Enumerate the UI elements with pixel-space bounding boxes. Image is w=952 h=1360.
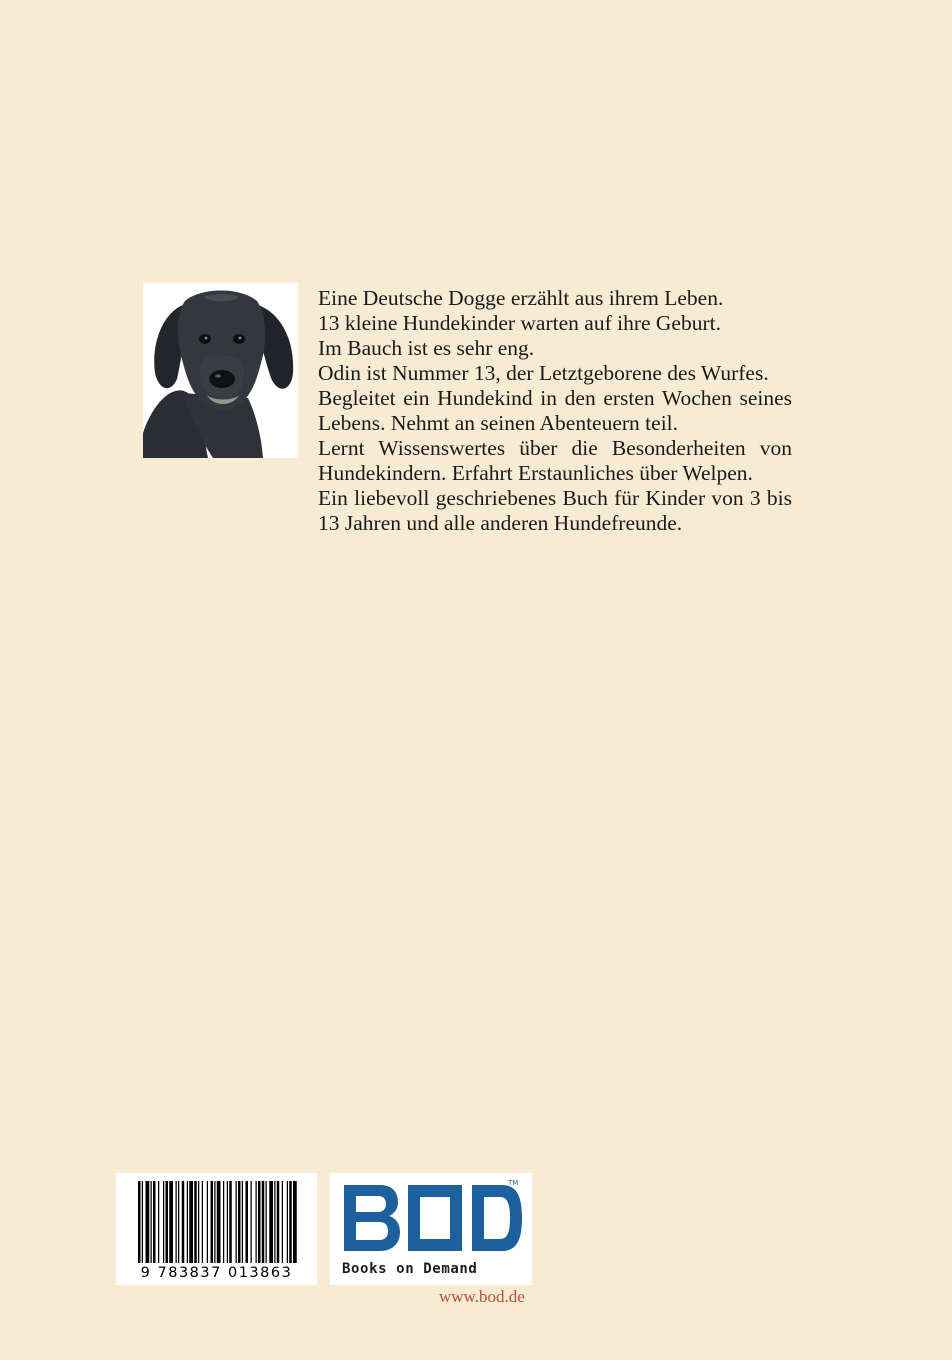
isbn-number: 9 783837 013863 [140,1265,293,1281]
barcode-bar [153,1181,156,1263]
barcode-bar [223,1181,224,1263]
barcode-bar [258,1181,261,1263]
barcode-bar [178,1181,179,1263]
barcode-bar [158,1181,159,1263]
barcode-bar [138,1181,141,1263]
barcode-bar [146,1181,150,1263]
barcode-bar [194,1181,197,1263]
publisher-logo [330,1173,532,1285]
barcode-bar [269,1181,273,1263]
barcode-bar [169,1181,173,1263]
barcode-bar [274,1181,275,1263]
barcode-bar [246,1181,249,1263]
barcode-bar [176,1181,177,1263]
barcode-bar [189,1181,193,1263]
barcode-bar [202,1181,203,1263]
barcode-bar [151,1181,152,1263]
barcode-bar [182,1181,185,1263]
barcode-bar [251,1181,252,1263]
isbn-barcode [116,1173,317,1285]
barcode-bar [187,1181,188,1263]
barcode-bar [289,1181,292,1263]
barcode-bar [282,1181,283,1263]
barcode-bar [293,1181,297,1263]
barcode-bar [211,1181,214,1263]
blurb-paragraph: 13 kleine Hundekinder warten auf ihre Geburt. [318,311,721,335]
barcode-bar [277,1181,280,1263]
barcode-bar [266,1181,267,1263]
blurb-paragraph: Lernt Wissenswertes über die Besonderheiten von Hundekindern. Erfahrt Erstaunliches über Welpen. [318,436,792,485]
barcode-bar [207,1181,208,1263]
trademark-mark: TM [508,1179,519,1187]
blurb-paragraph: Eine Deutsche Dogge erzählt aus ihrem Leben. [318,286,724,310]
barcode-bar [236,1181,237,1263]
barcode-bar [142,1181,143,1263]
barcode-bar [238,1181,241,1263]
barcode-bar [242,1181,243,1263]
barcode-bar [217,1181,221,1263]
barcode-bar [198,1181,199,1263]
barcode-bar [287,1181,288,1263]
blurb-paragraph: Begleitet ein Hundekind in den ersten Wochen seines Lebens. Nehmt an seinen Abenteuern teil. [318,386,792,435]
puppy-photo [143,283,298,458]
blurb-paragraph: Odin ist Nummer 13, der Letztgeborene des Wurfes. [318,361,769,385]
barcode-bar [227,1181,228,1263]
barcode-bar [166,1181,169,1263]
barcode-bar [229,1181,232,1263]
blurb-paragraph: Ein liebevoll geschriebenes Buch für Kinder von 3 bis 13 Jahren und alle anderen Hundefreunde. [318,486,792,535]
barcode-bar [163,1181,164,1263]
publisher-tagline: Books on Demand [342,1261,478,1277]
barcode-bar [214,1181,215,1263]
puppy-photo-icon [143,283,298,458]
back-cover-blurb [318,286,792,536]
barcode-bar [256,1181,257,1263]
blurb-paragraph: Im Bauch ist es sehr eng. [318,336,535,360]
publisher-url[interactable]: www.bod.de [439,1287,525,1306]
barcode-bar [262,1181,265,1263]
